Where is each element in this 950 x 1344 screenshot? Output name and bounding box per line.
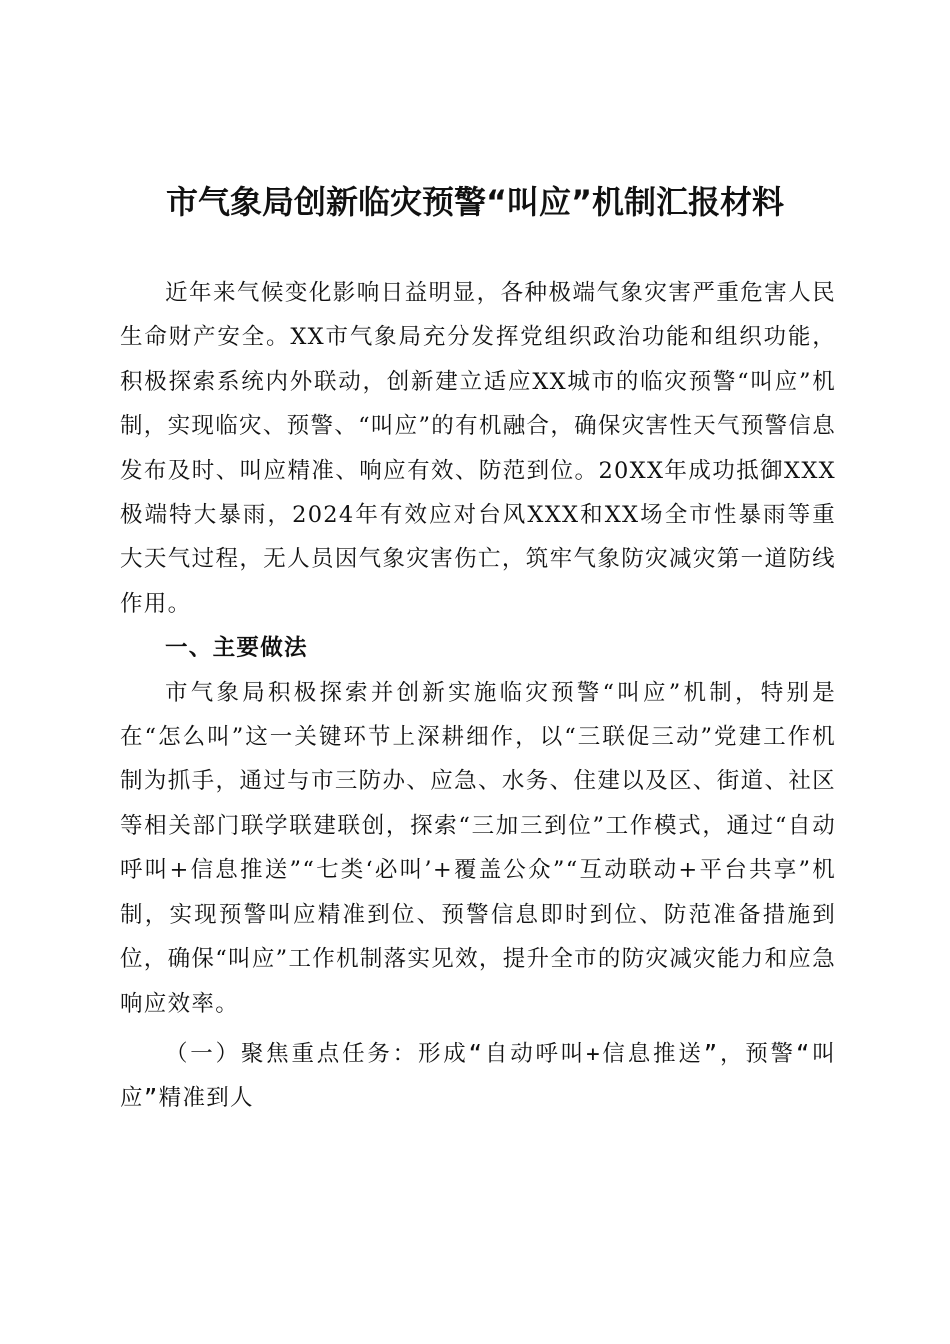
section-heading: 一、主要做法 [165,635,308,662]
intro-paragraph: 近年来气候变化影响日益明显，各种极端气象灾害严重危害人民生命财产安全。XX市气象局充分发挥党组织政治功能和组织功能，积极探索系统内外联动，创新建立适应XX城市的临灾预警“叫应”机制，实现临灾、预警、“叫应”的有机融合，确保灾害性天气预警信息发布及时、叫应精准、响应有效、防范到位。20XX年成功抵御XXX极端特大暴雨，2024年有效应对台风XXX和XX场全市性暴雨等重大天气过程，无人员因气象灾害伤亡，筑牢气象防灾减灾第一道防线作用。 [120,280,836,617]
method-paragraph: 市气象局积极探索并创新实施临灾预警“叫应”机制，特别是在“怎么叫”这一关键环节上深耕细作，以“三联促三动”党建工作机制为抓手，通过与市三防办、应急、水务、住建以及区、街道、社区等相关部门联学联建联创，探索“三加三到位”工作模式，通过“自动呼叫+信息推送”“七类‘必叫’+覆盖公众”“互动联动+平台共享”机制，实现预警叫应精准到位、预警信息即时到位、防范准备措施到位，确保“叫应”工作机制落实见效，提升全市的防灾减灾能力和应急响应效率。 [120,679,836,1017]
subsection-heading: （一）聚焦重点任务：形成“自动呼叫+信息推送”，预警“叫应”精准到人 [120,1040,836,1112]
document-title: 市气象局创新临灾预警“叫应”机制汇报材料 [165,183,785,221]
document-body [120,271,836,1121]
